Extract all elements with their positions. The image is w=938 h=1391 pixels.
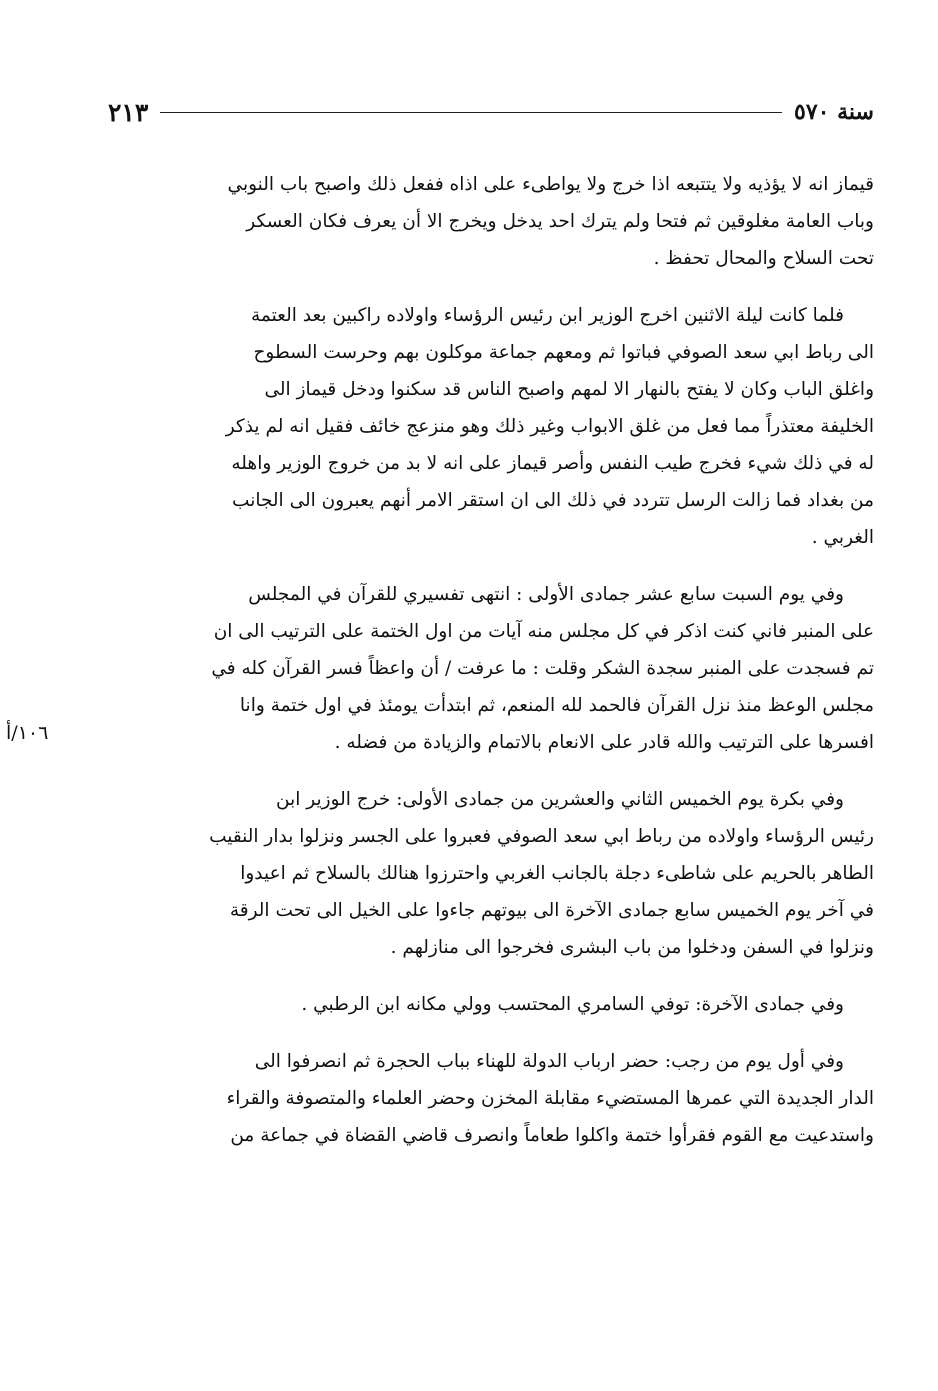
running-header: [108, 92, 874, 132]
text-line: تم فسجدت على المنبر سجدة الشكر وقلت : ما عرفت / أن واعظاً فسر القرآن كله في: [211, 658, 874, 679]
paragraph: [108, 781, 874, 966]
text-line: رئيس الرؤساء واولاده من رباط ابي سعد الصوفي فعبروا على الجسر ونزلوا بدار النقيب: [209, 826, 874, 847]
text-line: وفي بكرة يوم الخميس الثاني والعشرين من جمادى الأولى: خرج الوزير ابن: [275, 789, 844, 810]
text-line: الخليفة معتذراً مما فعل من غلق الابواب وغير ذلك وهو منزعج خائف فقيل انه لم يذكر: [225, 416, 874, 437]
text-line: قيماز انه لا يؤذيه ولا يتتبعه اذا خرج ولا يواطىء على اذاه ففعل ذلك واصبح باب النوبي: [227, 174, 874, 195]
paragraph: [108, 986, 874, 1023]
text-line: وباب العامة مغلوقين ثم فتحا ولم يترك احد يدخل ويخرج الا أن يعرف فكان العسكر: [246, 211, 874, 232]
text-line: واغلق الباب وكان لا يفتح بالنهار الا لمهم واصبح الناس قد سكنوا ودخل قيماز الى: [264, 379, 874, 400]
text-line: مجلس الوعظ منذ نزل القرآن فالحمد لله المنعم، ثم ابتدأت يومئذ في اول ختمة وانا: [239, 695, 874, 716]
text-line: وفي يوم السبت سابع عشر جمادى الأولى : انتهى تفسيري للقرآن في المجلس: [248, 584, 844, 605]
header-rule: [160, 112, 782, 113]
year-label: سنة ٥٧٠: [794, 99, 874, 125]
text-line: وفي أول يوم من رجب: حضر ارباب الدولة للهناء بباب الحجرة ثم انصرفوا الى: [254, 1051, 844, 1072]
text-line: على المنبر فاني كنت اذكر في كل مجلس منه آيات من اول الختمة على الترتيب الى ان: [213, 621, 874, 642]
text-line: ونزلوا في السفن ودخلوا من باب البشرى فخرجوا الى منازلهم .: [390, 937, 874, 958]
paragraph: [108, 297, 874, 556]
paragraph: [108, 576, 874, 761]
page-number: ٢١٣: [108, 97, 149, 127]
text-line: له في ذلك شيء فخرج طيب النفس وأصر قيماز على انه لا بد من خروج الوزير واهله: [231, 453, 874, 474]
page-body: [108, 166, 874, 1174]
text-line: الطاهر بالحريم على شاطىء دجلة بالجانب الغربي واحترزوا هنالك بالسلاح ثم اعيدوا: [240, 863, 874, 884]
text-line: واستدعيت مع القوم فقرأوا ختمة واكلوا طعاماً وانصرف قاضي القضاة في جماعة من: [230, 1125, 874, 1146]
margin-folio-note: ١٠٦/أ: [6, 722, 49, 744]
text-line: الى رباط ابي سعد الصوفي فباتوا ثم ومعهم جماعة موكلون بهم وحرست السطوح: [253, 342, 874, 363]
text-line: فلما كانت ليلة الاثنين اخرج الوزير ابن رئيس الرؤساء واولاده راكبين بعد العتمة: [250, 305, 844, 326]
paragraph: [108, 1043, 874, 1154]
text-line: تحت السلاح والمحال تحفظ .: [653, 248, 874, 269]
paragraph: [108, 166, 874, 277]
text-line: الدار الجديدة التي عمرها المستضيء مقابلة المخزن وحضر العلماء والمتصوفة والقراء: [226, 1088, 874, 1109]
text-line: افسرها على الترتيب والله قادر على الانعام بالاتمام والزيادة من فضله .: [334, 732, 874, 753]
text-line: في آخر يوم الخميس سابع جمادى الآخرة الى بيوتهم جاءوا على الخيل الى تحت الرقة: [229, 900, 874, 921]
text-line: الغربي .: [811, 527, 874, 548]
text-line: وفي جمادى الآخرة: توفي السامري المحتسب وولي مكانه ابن الرطبي .: [301, 994, 844, 1015]
text-line: من بغداد فما زالت الرسل تتردد في ذلك الى ان استقر الامر أنهم يعبرون الى الجانب: [232, 490, 874, 511]
